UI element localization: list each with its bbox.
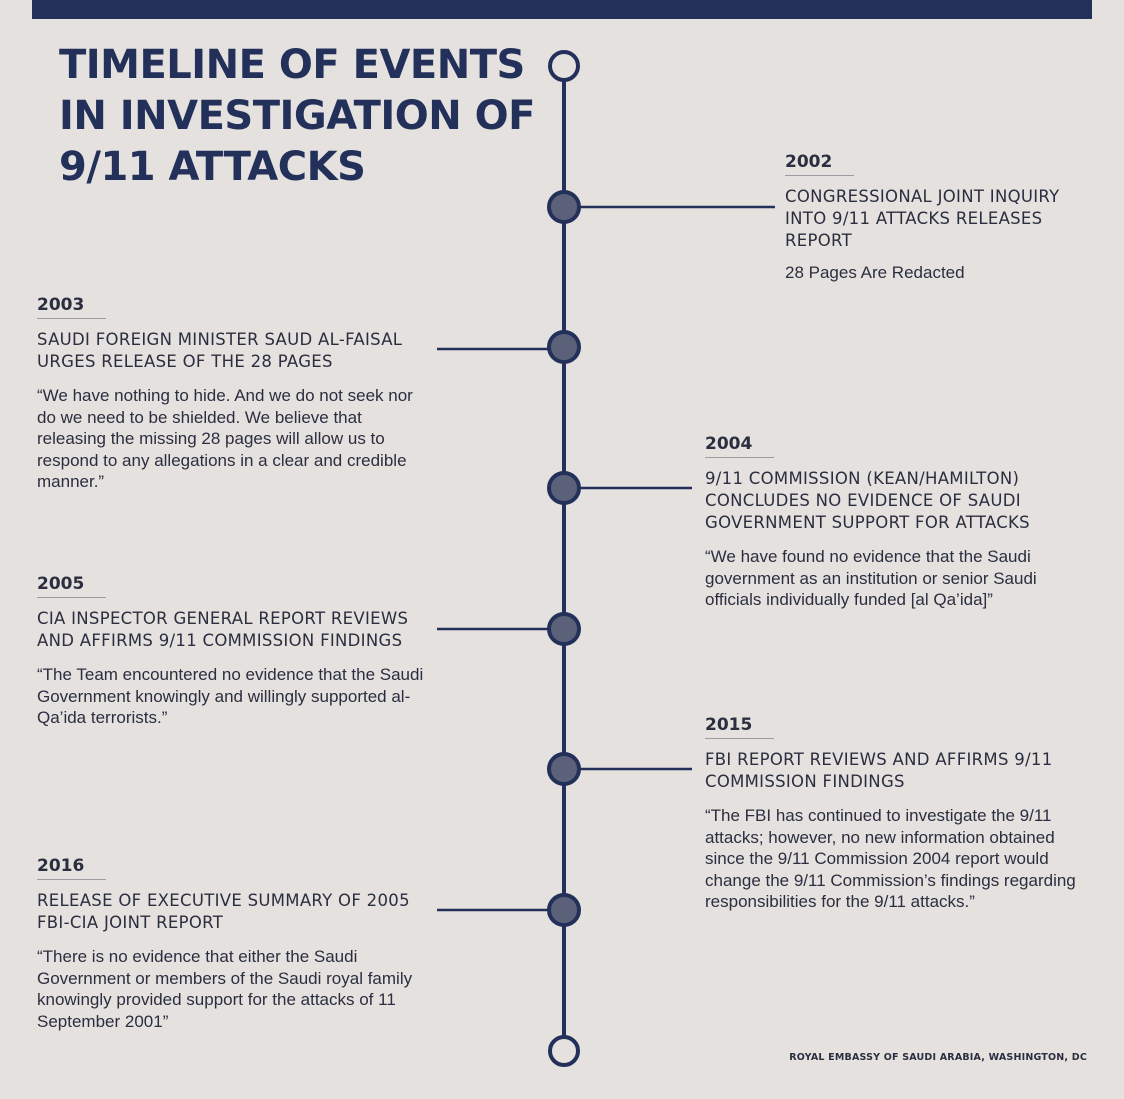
event-quote: “There is no evidence that either the Saudi Government or members of the Saudi royal family knowingly provided support for the attacks of 11 September 2001” [37,947,413,1031]
event-2003 [37,295,432,493]
event-headline: CIA INSPECTOR GENERAL REPORT REVIEWS AND AFFIRMS 9/11 COMMISSION FINDINGS [37,609,409,650]
event-headline: RELEASE OF EXECUTIVE SUMMARY OF 2005 FBI-CIA JOINT REPORT [37,891,410,932]
event-headline: FBI REPORT REVIEWS AND AFFIRMS 9/11 COMMISSION FINDINGS [705,750,1053,791]
event-note: 28 Pages Are Redacted [785,263,965,282]
timeline-node-2004 [549,473,579,503]
title-line-2: IN INVESTIGATION OF [59,93,535,139]
event-headline: SAUDI FOREIGN MINISTER SAUD AL-FAISAL URGES RELEASE OF THE 28 PAGES [37,330,403,371]
event-quote: “The FBI has continued to investigate the 9/11 attacks; however, no new information obtained since the 9/11 Commission 2004 report would change the 9/11 Commission’s findings regarding responsibilities for the 9/11 attacks.” [705,806,1076,911]
event-year: 2004 [705,434,774,458]
title-line-3: 9/11 ATTACKS [59,144,366,190]
event-2016 [37,856,417,1032]
event-2005 [37,574,432,729]
timeline-node-2003 [549,332,579,362]
event-2002 [785,152,1095,284]
timeline-node-2015 [549,754,579,784]
event-year: 2015 [705,715,774,739]
event-2004 [705,434,1090,611]
event-quote: “We have nothing to hide. And we do not seek nor do we need to be shielded. We believe that releasing the missing 28 pages will allow us to respond to any allegations in a clear and credible manner.” [37,386,413,491]
event-headline: CONGRESSIONAL JOINT INQUIRY INTO 9/11 ATTACKS RELEASES REPORT [785,187,1060,250]
timeline-node-2005 [549,614,579,644]
event-year: 2005 [37,574,106,598]
event-headline: 9/11 COMMISSION (KEAN/HAMILTON) CONCLUDES NO EVIDENCE OF SAUDI GOVERNMENT SUPPORT FOR ATTACKS [705,469,1030,532]
event-year: 2002 [785,152,854,176]
timeline-node-2002 [549,192,579,222]
timeline-start-node [550,52,578,80]
timeline-end-node [550,1037,578,1065]
source-credit: ROYAL EMBASSY OF SAUDI ARABIA, WASHINGTON, DC [789,1052,1087,1063]
event-year: 2016 [37,856,106,880]
title-line-1: TIMELINE OF EVENTS [59,42,525,88]
event-quote: “We have found no evidence that the Saudi government as an institution or senior Saudi officials individually funded [al Qa’ida]” [705,547,1037,609]
event-2015 [705,715,1095,913]
event-quote: “The Team encountered no evidence that the Saudi Government knowingly and willingly supported al-Qa’ida terrorists.” [37,665,424,727]
event-year: 2003 [37,295,106,319]
timeline-node-2016 [549,895,579,925]
